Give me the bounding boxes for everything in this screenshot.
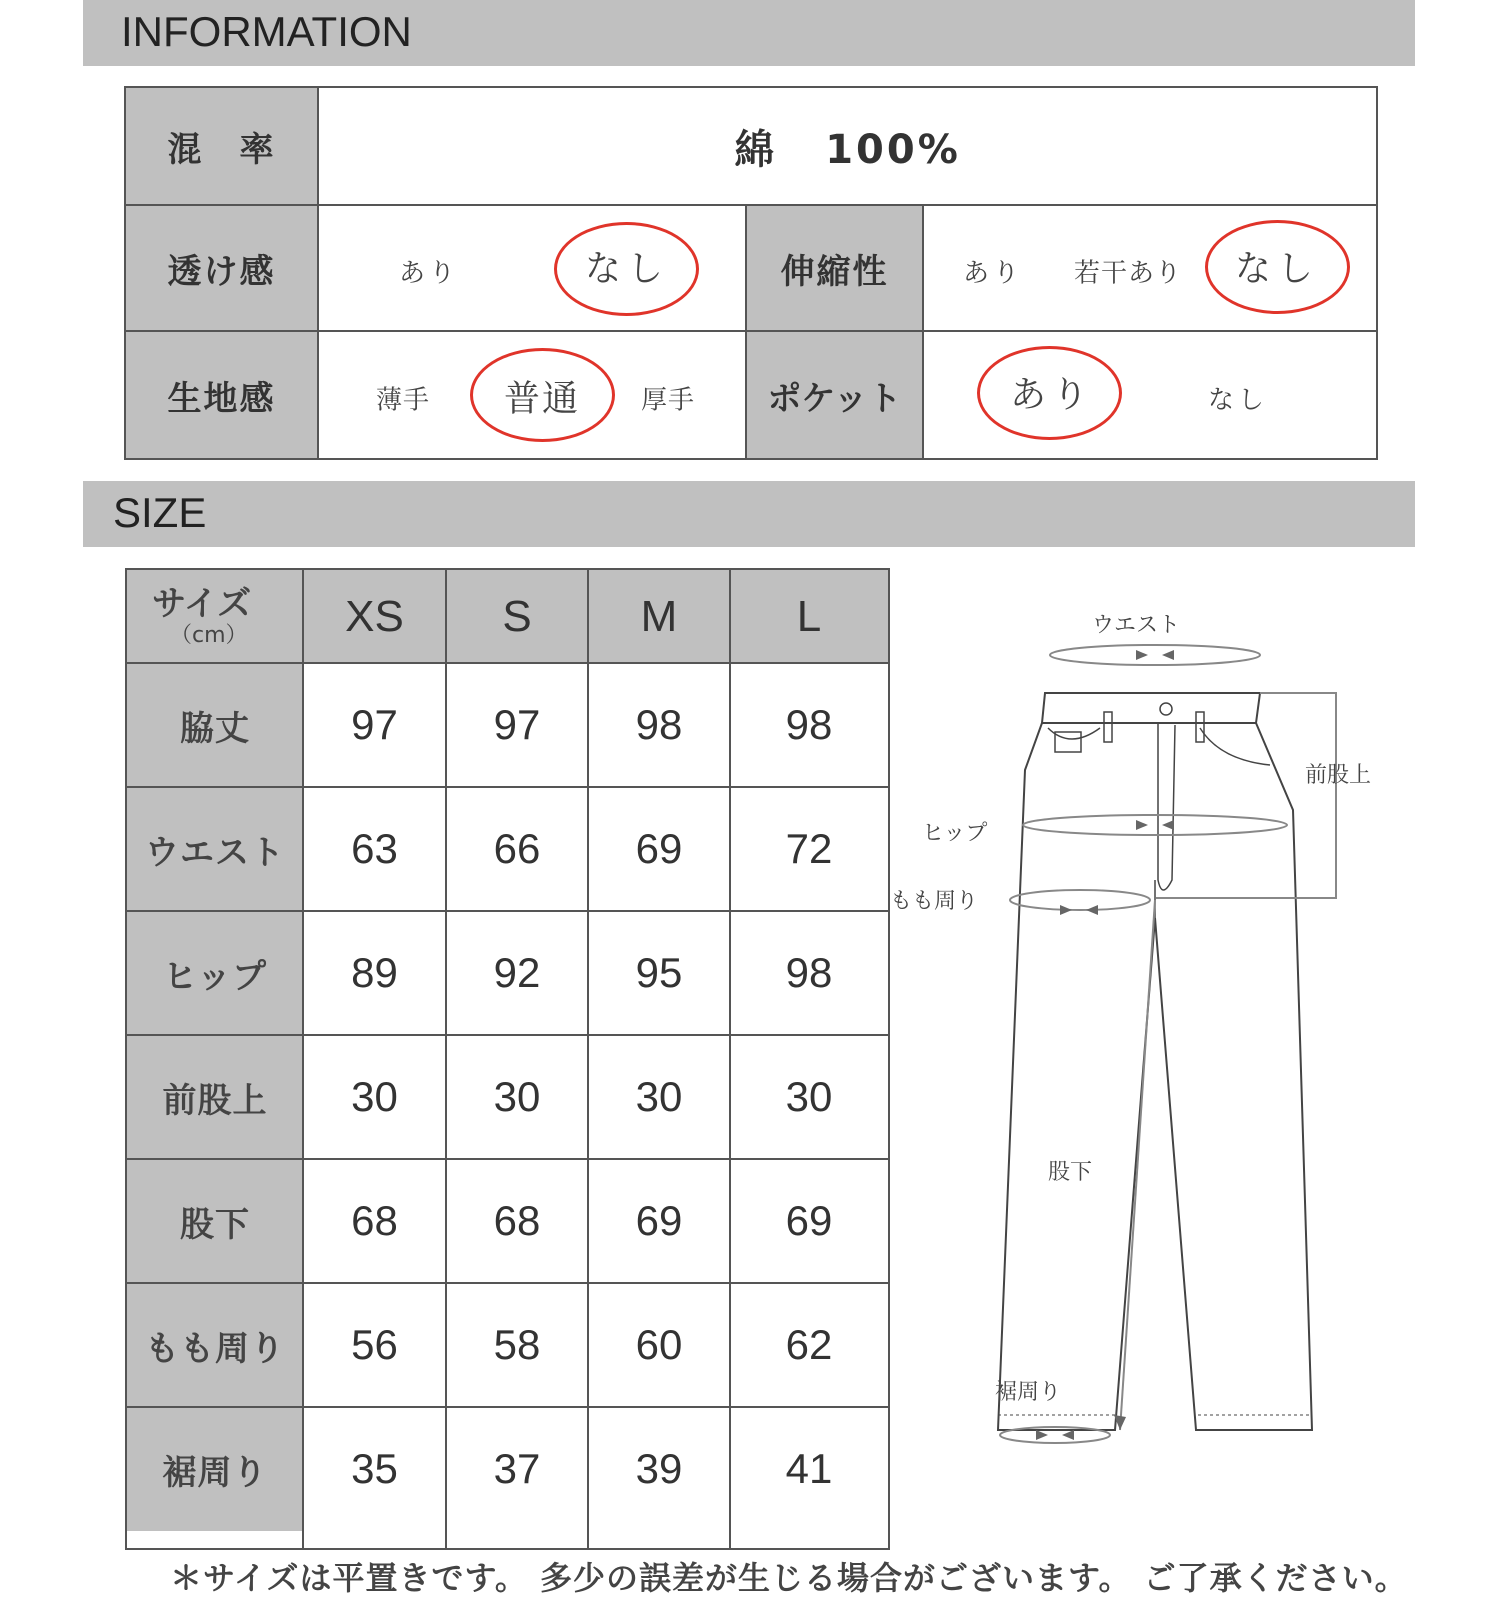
stretch-option-slight: 若干あり — [1073, 258, 1183, 289]
size-row-label: もも周り — [127, 1283, 303, 1407]
size-value-cell: 62 — [785, 1321, 833, 1368]
stretch-selected-circle — [1205, 220, 1350, 314]
fiber-value — [319, 88, 1376, 204]
thickness-option-thin: 薄手 — [375, 385, 431, 416]
info-divider — [126, 204, 1376, 206]
fiber-material: 綿 — [734, 126, 778, 173]
diagram-label-hip: ヒップ — [922, 821, 988, 846]
size-table-divider — [127, 1034, 888, 1036]
stretch-label: 伸縮性 — [747, 206, 922, 330]
transparency-selected-circle — [554, 222, 699, 316]
size-value-cell: 68 — [493, 1197, 541, 1244]
size-corner-label: サイズ — [152, 583, 252, 624]
size-value-cell: 98 — [785, 701, 833, 748]
size-row-label: 前股上 — [127, 1035, 303, 1159]
size-header — [83, 481, 1415, 547]
information-table — [124, 86, 1378, 460]
size-column-header: XS — [303, 570, 446, 663]
size-value-cell: 56 — [351, 1321, 398, 1368]
diagram-label-front-rise: 前股上 — [1305, 763, 1372, 788]
size-column-header: M — [588, 570, 730, 663]
size-value-cell: 68 — [351, 1197, 398, 1244]
size-table-divider — [127, 1406, 888, 1408]
size-value-cell: 60 — [635, 1321, 683, 1368]
size-table — [125, 568, 890, 1550]
info-divider — [317, 88, 319, 458]
size-value-cell: 30 — [785, 1073, 833, 1120]
size-title: SIZE — [113, 489, 207, 536]
size-value-cell: 41 — [785, 1445, 833, 1492]
size-table-divider — [729, 570, 731, 1548]
size-row-label: 脇丈 — [127, 663, 303, 787]
size-value-cell: 35 — [351, 1445, 398, 1492]
size-table-divider — [302, 570, 304, 1548]
transparency-label: 透け感 — [126, 206, 317, 330]
size-value-cell: 98 — [635, 701, 683, 748]
size-value-cell: 63 — [351, 825, 398, 872]
thickness-label: 生地感 — [126, 332, 317, 458]
size-table-divider — [127, 662, 888, 664]
size-table-divider — [127, 1282, 888, 1284]
size-corner-unit: （cm） — [170, 622, 248, 648]
size-value-cell: 97 — [493, 701, 541, 748]
size-note: ＊サイズは平置きです。 多少の誤差が生じる場合がございます。 ご了承ください。 — [170, 1559, 1408, 1597]
information-title: INFORMATION — [121, 8, 412, 55]
size-column-header: S — [446, 570, 588, 663]
size-column-header: L — [730, 570, 888, 663]
size-value-cell: 89 — [351, 949, 398, 996]
thickness-option-normal: 普通 — [503, 378, 581, 420]
info-divider — [922, 206, 924, 458]
transparency-option-no: なし — [584, 248, 670, 290]
size-value-cell: 72 — [785, 825, 833, 872]
size-row-label: ウエスト — [127, 787, 303, 911]
size-value-cell: 66 — [493, 825, 541, 872]
jeans-diagram — [890, 600, 1410, 1500]
transparency-option-yes: あり — [398, 258, 460, 289]
pocket-option-no: なし — [1207, 385, 1269, 416]
size-value-cell: 69 — [635, 1197, 683, 1244]
size-value-cell: 69 — [635, 825, 683, 872]
thickness-option-thick: 厚手 — [640, 385, 696, 416]
size-row-label: 裾周り — [127, 1407, 303, 1531]
size-row-label: 股下 — [127, 1159, 303, 1283]
size-table-divider — [445, 570, 447, 1548]
stretch-option-no: なし — [1234, 248, 1320, 290]
size-corner-cell — [127, 570, 303, 663]
pocket-option-yes: あり — [1009, 374, 1095, 416]
jeans-outline-graphic — [900, 600, 1410, 1500]
size-value-cell: 30 — [635, 1073, 683, 1120]
pocket-selected-circle — [977, 346, 1122, 440]
size-value-cell: 69 — [785, 1197, 833, 1244]
fiber-percent: 100% — [825, 126, 961, 173]
size-value-cell: 98 — [785, 949, 833, 996]
info-divider — [745, 206, 747, 458]
size-value-cell: 30 — [351, 1073, 398, 1120]
diagram-label-inseam: 股下 — [1048, 1160, 1093, 1185]
size-value-cell: 97 — [351, 701, 398, 748]
size-value-cell: 30 — [493, 1073, 541, 1120]
diagram-label-thigh: もも周り — [890, 889, 979, 914]
size-table-divider — [127, 786, 888, 788]
diagram-label-waist: ウエスト — [1092, 613, 1181, 638]
size-table-divider — [587, 570, 589, 1548]
size-row-label: ヒップ — [127, 911, 303, 1035]
info-divider — [126, 330, 1376, 332]
size-value-cell: 58 — [493, 1321, 541, 1368]
information-header — [83, 0, 1415, 66]
size-table-divider — [127, 1158, 888, 1160]
size-value-cell: 37 — [493, 1445, 541, 1492]
pocket-label: ポケット — [747, 332, 922, 458]
size-value-cell: 39 — [635, 1445, 683, 1492]
thickness-selected-circle — [470, 348, 615, 442]
fiber-label: 混 率 — [126, 88, 317, 204]
diagram-label-hem: 裾周り — [995, 1380, 1062, 1405]
size-value-cell: 92 — [493, 949, 541, 996]
size-table-divider — [127, 910, 888, 912]
stretch-option-yes: あり — [962, 258, 1024, 289]
size-value-cell: 95 — [635, 949, 683, 996]
